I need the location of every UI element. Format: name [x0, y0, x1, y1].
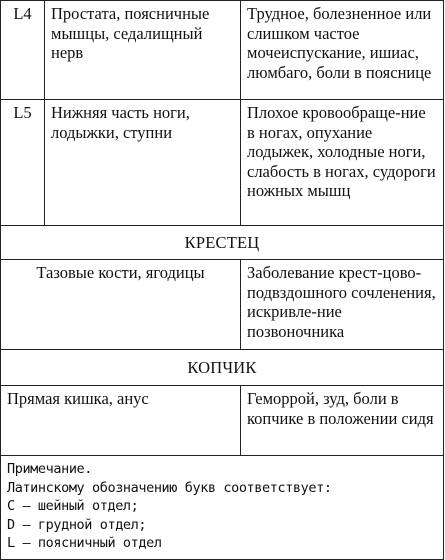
note-cell [1, 456, 444, 560]
symptoms-cell: Трудное, болезненное или слишком частое мочеиспускание, ишиас, люмбаго, боли в пояснице [241, 1, 444, 100]
section-header-sacrum [1, 226, 444, 260]
section-title: КОПЧИК [1, 350, 444, 386]
vertebra-code: L4 [1, 1, 45, 100]
table-row-coccyx [1, 386, 444, 456]
table-row-l5 [1, 100, 444, 226]
table-row-sacrum [1, 260, 444, 350]
body-area-cell: Простата, поясничные мышцы, седалищный нерв [45, 1, 241, 100]
body-area-cell: Нижняя часть ноги, лодыжки, ступни [45, 100, 241, 226]
note-line: L — поясничный отдел [7, 535, 162, 551]
section-header-coccyx [1, 350, 444, 386]
symptoms-cell: Заболевание крест-цово-подвздошного сочленения, искривле-ние позвоночника [241, 260, 444, 350]
note-line: D — грудной отдел; [7, 516, 147, 533]
note-line: С — шейный отдел; [7, 498, 139, 514]
note-line: Латинскому обозначению букв соответствует: [7, 479, 332, 496]
note-heading: Примечание. [7, 461, 93, 477]
table-row-l4 [1, 1, 444, 100]
section-title: КРЕСТЕЦ [1, 226, 444, 260]
note-row [1, 456, 444, 560]
symptoms-cell: Плохое кровообраще-ние в ногах, опухание лодыжек, холодные ноги, слабость в ногах, судороги ножных мышц [241, 100, 444, 226]
body-area-cell: Прямая кишка, анус [1, 386, 241, 456]
body-area-cell: Тазовые кости, ягодицы [1, 260, 241, 350]
vertebra-code: L5 [1, 100, 45, 226]
symptoms-cell: Геморрой, зуд, боли в копчике в положении сидя [241, 386, 444, 456]
